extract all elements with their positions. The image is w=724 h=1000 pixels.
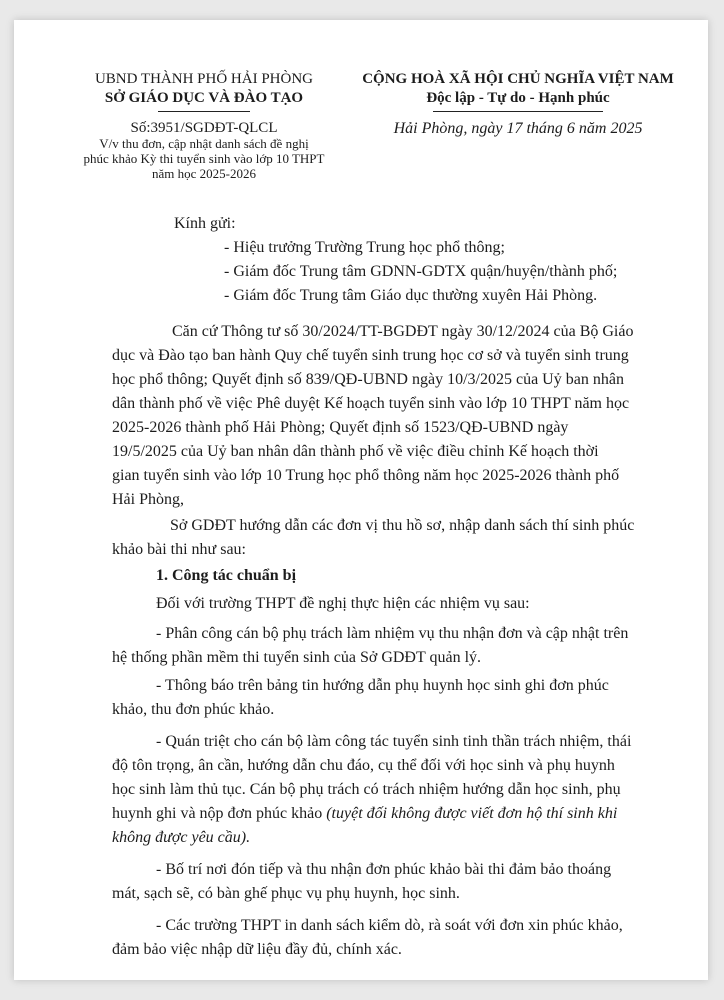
- task-line: mát, sạch sẽ, có bàn ghế phục vụ phụ huynh, học sinh.: [112, 885, 460, 902]
- intro-line: học phổ thông; Quyết định số 839/QĐ-UBND ngày 10/3/2025 của Uỷ ban nhân: [112, 371, 624, 388]
- section-1-title: 1. Công tác chuẩn bị: [156, 567, 297, 584]
- document-page: [14, 20, 708, 980]
- intro-line: 19/5/2025 của Uỷ ban nhân dân thành phố về việc điều chỉnh Kế hoạch thời: [112, 443, 599, 460]
- task-note-italic: (tuyệt đối không được viết đơn hộ thí sinh khi: [326, 805, 618, 822]
- section-1-intro: Đối với trường THPT đề nghị thực hiện các nhiệm vụ sau:: [156, 595, 530, 612]
- recipients-label: Kính gửi:: [174, 215, 236, 232]
- org-name-line1: UBND THÀNH PHỐ HẢI PHÒNG: [94, 71, 314, 87]
- org-name-line2: SỞ GIÁO DỤC VÀ ĐÀO TẠO: [104, 90, 304, 106]
- task-line: - Các trường THPT in danh sách kiểm dò, rà soát với đơn xin phúc khảo,: [156, 917, 623, 934]
- task-line: - Thông báo trên bảng tin hướng dẫn phụ huynh học sinh ghi đơn phúc: [156, 677, 609, 694]
- task-line: đảm bảo việc nhập dữ liệu đầy đủ, chính xác.: [112, 941, 402, 958]
- header-underline-right: [433, 111, 603, 112]
- task-line: [112, 802, 672, 826]
- country-name: CỘNG HOÀ XÃ HỘI CHỦ NGHĨA VIỆT NAM: [362, 71, 674, 87]
- recipient-item: - Giám đốc Trung tâm Giáo dục thường xuyên Hải Phòng.: [224, 287, 598, 304]
- guide-line: khảo bài thi như sau:: [112, 541, 246, 558]
- task-line: khảo, thu đơn phúc khảo.: [112, 701, 275, 718]
- doc-subject-line1: V/v thu đơn, cập nhật danh sách đề nghị: [99, 136, 309, 151]
- intro-line: 2025-2026 thành phố Hải Phòng; Quyết định số 1523/QĐ-UBND ngày: [112, 419, 569, 436]
- intro-line: dân thành phố về việc Phê duyệt Kế hoạch tuyển sinh vào lớp 10 THPT năm học: [112, 395, 630, 412]
- task-line: học sinh làm thủ tục. Cán bộ phụ trách có trách nhiệm hướng dẫn học sinh, phụ: [112, 781, 621, 798]
- header-underline-left: [158, 111, 250, 112]
- issuing-authority-block: [54, 70, 354, 112]
- doc-subject-line3: năm học 2025-2026: [152, 166, 256, 181]
- national-motto: Độc lập - Tự do - Hạnh phúc: [426, 90, 610, 106]
- task-line: - Quán triệt cho cán bộ làm công tác tuyển sinh tinh thần trách nhiệm, thái: [156, 733, 632, 750]
- intro-line: Căn cứ Thông tư số 30/2024/TT-BGDĐT ngày 30/12/2024 của Bộ Giáo: [172, 323, 634, 340]
- intro-line: Hải Phòng,: [112, 491, 184, 508]
- doc-subject-line2: phúc khảo Kỳ thi tuyển sinh vào lớp 10 THPT: [83, 151, 325, 166]
- task-line: - Bố trí nơi đón tiếp và thu nhận đơn phúc khảo bài thi đảm bảo thoáng: [156, 861, 612, 878]
- task-text: huynh ghi và nộp đơn phúc khảo: [112, 805, 327, 822]
- task-line: độ tôn trọng, ân cần, hướng dẫn chu đáo, cụ thể đối với học sinh và phụ huynh: [112, 757, 615, 774]
- doc-number: Số:3951/SGDĐT-QLCL: [130, 120, 278, 136]
- national-title-block: [348, 70, 688, 112]
- recipient-item: - Giám đốc Trung tâm GDNN-GDTX quận/huyện/thành phố;: [224, 263, 618, 280]
- date-line: Hải Phòng, ngày 17 tháng 6 năm 2025: [393, 120, 643, 137]
- guide-line: Sở GDĐT hướng dẫn các đơn vị thu hồ sơ, nhập danh sách thí sinh phúc: [170, 517, 635, 534]
- doc-number-block: [54, 120, 354, 181]
- task-line: - Phân công cán bộ phụ trách làm nhiệm vụ thu nhận đơn và cập nhật trên: [156, 625, 629, 642]
- intro-line: gian tuyển sinh vào lớp 10 Trung học phổ thông năm học 2025-2026 thành phố: [112, 467, 620, 484]
- recipient-item: - Hiệu trưởng Trường Trung học phổ thông;: [224, 239, 505, 256]
- task-note-italic: không được yêu cầu).: [112, 829, 251, 846]
- task-line: hệ thống phần mềm thi tuyển sinh của Sở GDĐT quản lý.: [112, 649, 482, 666]
- intro-line: dục và Đào tạo ban hành Quy chế tuyển sinh trung học cơ sở và tuyển sinh trung: [112, 347, 629, 364]
